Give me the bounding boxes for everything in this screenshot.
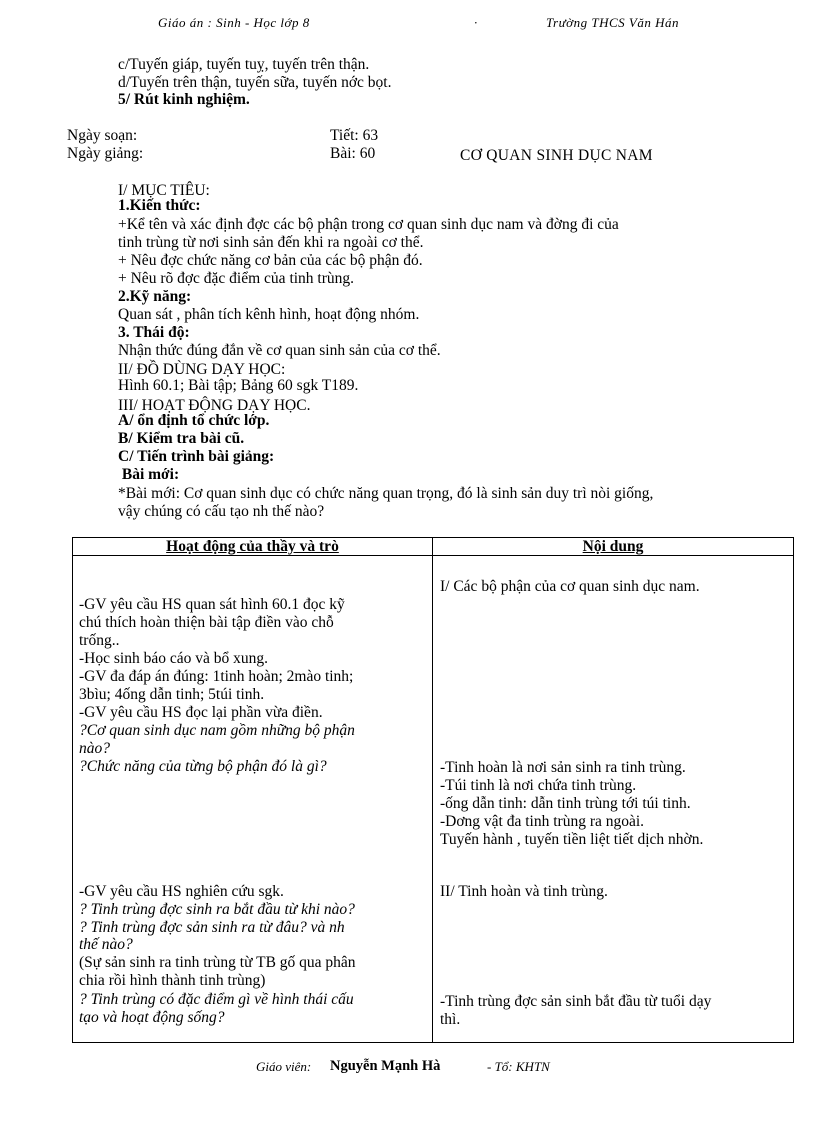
activity-line: -GV yêu cầu HS quan sát hình 60.1 đọc kỹ [79,596,345,613]
ky-nang-line: Quan sát , phân tích kênh hình, hoạt động nhóm. [118,306,420,323]
content-line: II/ Tinh hoàn và tinh trùng. [440,883,608,900]
section-c: C/ Tiến trình bài giảng: [118,448,275,465]
activity-line: 3bìu; 4ống dẫn tinh; 5túi tinh. [79,686,265,703]
header-left: Giáo án : Sinh - Học lớp 8 [158,15,310,30]
content-line: Tuyến hành , tuyến tiền liệt tiết dịch nhờn. [440,831,704,848]
activities-cell [73,556,433,1043]
option-c: c/Tuyến giáp, tuyến tuỵ, tuyến trên thận. [118,56,370,73]
activity-line: (Sự sản sinh ra tinh trùng từ TB gố qua phân [79,954,356,971]
footer-label: Giáo viên: [256,1059,312,1074]
activity-line: -GV yêu cầu HS nghiên cứu sgk. [79,883,284,900]
option-d: d/Tuyến trên thận, tuyến sữa, tuyến nớc bọt. [118,74,392,91]
activity-question: ? Tinh trùng có đặc điểm gì về hình thái cấu [79,991,354,1008]
footer-teacher-name: Nguyễn Mạnh Hà [330,1058,441,1074]
section-a: A/ ổn định tổ chức lớp. [118,412,270,429]
activity-line: chia rồi hình thành tinh trùng) [79,972,266,989]
muc-tieu-heading: I/ MỤC TIÊU: [118,182,210,199]
bai-moi-line-1: *Bài mới: Cơ quan sinh dục có chức năng quan trọng, đó là sinh sản duy trì nòi giống, [118,485,654,502]
activity-line: -Học sinh báo cáo và bổ xung. [79,650,268,667]
activity-line: -GV đa đáp án đúng: 1tinh hoàn; 2mào tinh; [79,668,354,685]
content-line: -Dơng vật đa tinh trùng ra ngoài. [440,813,645,830]
lesson-title: CƠ QUAN SINH DỤC NAM [460,147,653,164]
kien-thuc-line-1b: tinh trùng từ nơi sinh sản đến khi ra ngoài cơ thể. [118,234,424,251]
bai-moi-line-2: vậy chúng có cấu tạo nh thế nào? [118,503,325,520]
activity-question: thế nào? [79,936,133,953]
content-line: -Túi tinh là nơi chứa tinh trùng. [440,777,637,794]
hoat-dong-heading: III/ HOẠT ĐỘNG DẠY HỌC. [118,397,311,414]
thai-do-heading: 3. Thái độ: [118,324,190,341]
content-cell [433,556,794,1043]
ngay-giang: Ngày giảng: [67,145,144,162]
activity-question: ? Tinh trùng đợc sản sinh ra từ đâu? và nh [79,919,345,936]
table-header-content: Nội dung [433,538,794,556]
content-line: thì. [440,1011,461,1028]
kien-thuc-heading: 1.Kiến thức: [118,197,201,214]
content-line: -ống dẫn tinh: dẫn tinh trùng tới túi tinh. [440,795,691,812]
activity-line: -GV yêu cầu HS đọc lại phần vừa điền. [79,704,323,721]
ngay-soan: Ngày soạn: [67,127,138,144]
bai-moi-heading: Bài mới: [118,466,180,483]
kien-thuc-line-3: + Nêu rõ đợc đặc điểm của tinh trùng. [118,270,355,287]
rut-kinh-nghiem: 5/ Rút kinh nghiệm. [118,91,250,108]
thai-do-line: Nhận thức đúng đắn về cơ quan sinh sản của cơ thể. [118,342,441,359]
bai: Bài: 60 [330,145,376,162]
do-dung-line: Hình 60.1; Bài tập; Bảng 60 sgk T189. [118,377,359,394]
kien-thuc-line-2: + Nêu đợc chức năng cơ bản của các bộ phận đó. [118,252,423,269]
footer-department: - Tổ: KHTN [487,1059,550,1074]
section-b: B/ Kiểm tra bài cũ. [118,430,245,447]
table-header-activities: Hoạt động của thầy và trò [73,538,433,556]
lesson-table [72,537,794,1043]
activity-question: ?Chức năng của từng bộ phận đó là gì? [79,758,327,775]
activity-question: ? Tinh trùng đợc sinh ra bắt đầu từ khi nào? [79,901,355,918]
activity-question: tạo và hoạt động sống? [79,1009,225,1026]
content-line: I/ Các bộ phận của cơ quan sinh dục nam. [440,578,700,595]
content-line: -Tinh hoàn là nơi sản sinh ra tinh trùng. [440,759,686,776]
do-dung-heading: II/ ĐỒ DÙNG DẠY HỌC: [118,361,286,378]
activity-line: chú thích hoàn thiện bài tập điền vào chỗ [79,614,334,631]
content-line: -Tinh trùng đợc sản sinh bắt đầu từ tuổi dạy [440,993,712,1010]
header-dot: · [474,15,478,30]
header-right: Trường THCS Văn Hán [546,15,679,30]
activity-line: trống.. [79,632,120,649]
activity-question: nào? [79,740,110,757]
tiet: Tiết: 63 [330,127,379,144]
ky-nang-heading: 2.Kỹ năng: [118,288,192,305]
activity-question: ?Cơ quan sinh dục nam gồm những bộ phận [79,722,355,739]
kien-thuc-line-1: +Kể tên và xác định đợc các bộ phận trong cơ quan sinh dục nam và đờng đi của [118,216,619,233]
